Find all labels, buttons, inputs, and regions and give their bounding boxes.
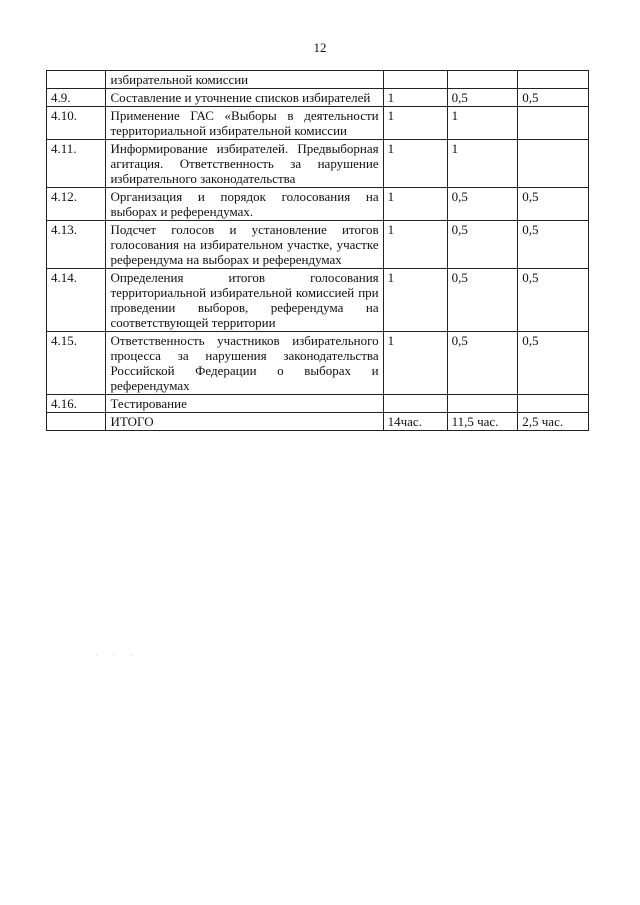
row-number: 4.15. bbox=[47, 332, 106, 395]
row-practice-hours: 0,5 bbox=[518, 188, 589, 221]
row-practice-hours bbox=[518, 140, 589, 188]
row-topic: Определения итогов голосования территориальной избирательной комиссией при проведении выборов, референдума на соответствующей территории bbox=[106, 269, 383, 332]
row-total-hours: 1 bbox=[383, 107, 447, 140]
row-practice-hours: 0,5 bbox=[518, 89, 589, 107]
row-total-hours bbox=[383, 71, 447, 89]
table-row bbox=[47, 221, 589, 269]
row-total-hours: 1 bbox=[383, 188, 447, 221]
row-practice-hours bbox=[518, 395, 589, 413]
row-topic: ИТОГО bbox=[106, 413, 383, 431]
table-row bbox=[47, 395, 589, 413]
row-lecture-hours bbox=[447, 71, 518, 89]
row-lecture-hours: 0,5 bbox=[447, 188, 518, 221]
table-row bbox=[47, 107, 589, 140]
table-row bbox=[47, 332, 589, 395]
curriculum-table bbox=[46, 70, 589, 431]
row-lecture-hours: 0,5 bbox=[447, 89, 518, 107]
row-total-hours bbox=[383, 395, 447, 413]
row-number: 4.10. bbox=[47, 107, 106, 140]
row-lecture-hours bbox=[447, 395, 518, 413]
row-practice-hours bbox=[518, 107, 589, 140]
row-topic: избирательной комиссии bbox=[106, 71, 383, 89]
table-row-total bbox=[47, 413, 589, 431]
row-lecture-hours: 0,5 bbox=[447, 269, 518, 332]
row-number bbox=[47, 71, 106, 89]
row-total-hours: 1 bbox=[383, 89, 447, 107]
row-number: 4.14. bbox=[47, 269, 106, 332]
row-topic: Информирование избирателей. Предвыборная агитация. Ответственность за нарушение избирательного законодательства bbox=[106, 140, 383, 188]
row-total-hours: 1 bbox=[383, 332, 447, 395]
row-lecture-hours: 1 bbox=[447, 140, 518, 188]
row-practice-hours: 0,5 bbox=[518, 221, 589, 269]
table-row bbox=[47, 188, 589, 221]
page-number: 12 bbox=[313, 40, 327, 55]
row-topic: Применение ГАС «Выборы в деятельности территориальной избирательной комиссии bbox=[106, 107, 383, 140]
row-lecture-hours: 1 bbox=[447, 107, 518, 140]
row-number: 4.9. bbox=[47, 89, 106, 107]
row-number: 4.13. bbox=[47, 221, 106, 269]
row-lecture-hours: 0,5 bbox=[447, 221, 518, 269]
row-total-hours: 14час. bbox=[383, 413, 447, 431]
table-row bbox=[47, 71, 589, 89]
row-lecture-hours: 0,5 bbox=[447, 332, 518, 395]
row-topic: Ответственность участников избирательного процесса за нарушения законодательства Российской Федерации о выборах и референдумах bbox=[106, 332, 383, 395]
row-practice-hours: 2,5 час. bbox=[518, 413, 589, 431]
row-number: 4.16. bbox=[47, 395, 106, 413]
row-practice-hours: 0,5 bbox=[518, 332, 589, 395]
row-total-hours: 1 bbox=[383, 221, 447, 269]
scan-noise: · · · bbox=[95, 650, 139, 660]
row-total-hours: 1 bbox=[383, 140, 447, 188]
row-number bbox=[47, 413, 106, 431]
table-row bbox=[47, 89, 589, 107]
row-number: 4.11. bbox=[47, 140, 106, 188]
row-practice-hours: 0,5 bbox=[518, 269, 589, 332]
row-number: 4.12. bbox=[47, 188, 106, 221]
row-total-hours: 1 bbox=[383, 269, 447, 332]
table-row bbox=[47, 269, 589, 332]
row-topic: Составление и уточнение списков избирателей bbox=[106, 89, 383, 107]
row-topic: Тестирование bbox=[106, 395, 383, 413]
row-lecture-hours: 11,5 час. bbox=[447, 413, 518, 431]
row-topic: Организация и порядок голосования на выборах и референдумах. bbox=[106, 188, 383, 221]
row-practice-hours bbox=[518, 71, 589, 89]
table-row bbox=[47, 140, 589, 188]
row-topic: Подсчет голосов и установление итогов голосования на избирательном участке, участке референдума на выборах и референдумах bbox=[106, 221, 383, 269]
curriculum-table-body bbox=[47, 71, 589, 431]
